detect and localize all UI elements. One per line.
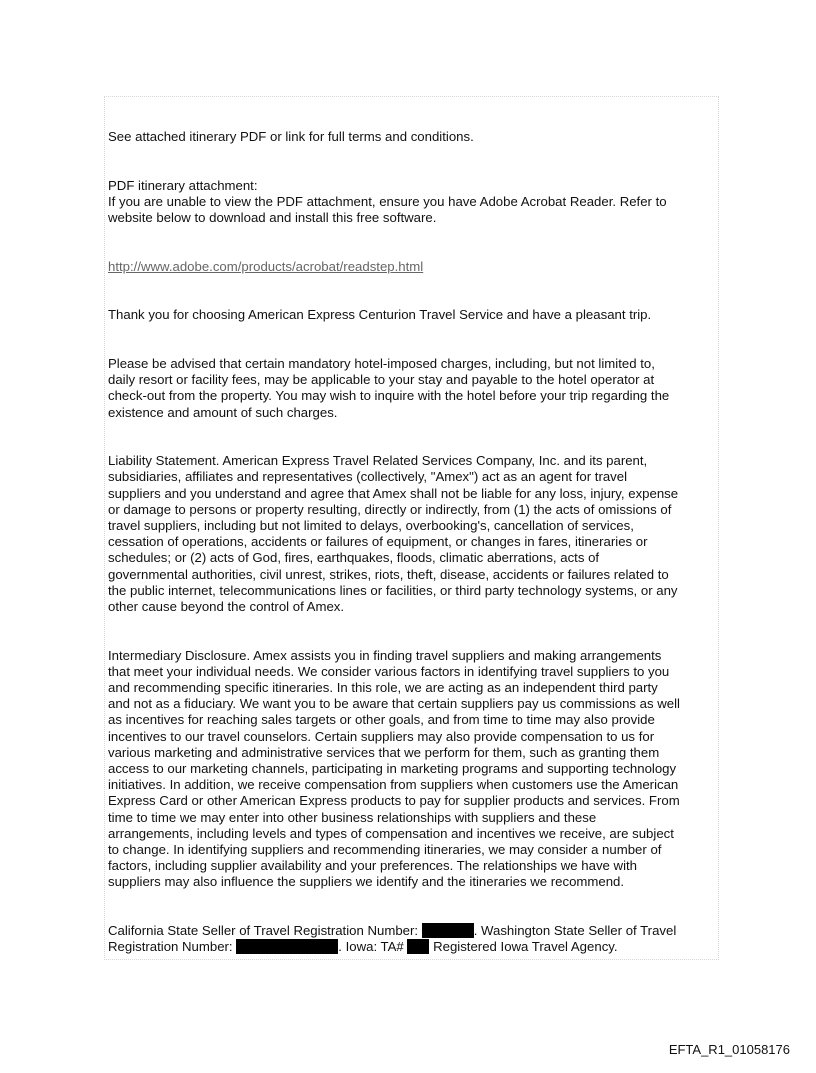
link-paragraph [108, 259, 720, 275]
redaction-box [422, 923, 474, 938]
intro-paragraph: See attached itinerary PDF or link for full terms and conditions. [108, 129, 474, 145]
pdf-instructions: If you are unable to view the PDF attachment, ensure you have Adobe Acrobat Reader. Refer to website below to download and install this free software. [108, 194, 667, 226]
registration-text-1: California State Seller of Travel Registration Number: [108, 923, 422, 939]
document-frame [104, 96, 719, 960]
thank-you-paragraph: Thank you for choosing American Express Centurion Travel Service and have a pleasant trip. [108, 307, 652, 323]
pdf-section [108, 178, 720, 227]
registration-text-4: Registered Iowa Travel Agency. [429, 939, 618, 955]
registration-text-3: . Iowa: TA# [338, 939, 408, 955]
adobe-reader-link[interactable]: http://www.adobe.com/products/acrobat/readstep.html [108, 258, 424, 274]
intermediary-paragraph: Intermediary Disclosure. Amex assists you in finding travel suppliers and making arrangements that meet your individual needs. We consider various factors in identifying travel suppliers to you and recommending specific itineraries. In this role, we are acting as an independent third party and not as a fiduciary. We want you to be aware that certain suppliers pay us commissions as well as incentives for reaching sales targets or other goals, and from time to time may also provide incentives to our travel counselors. Certain suppliers may also provide compensation to us for various marketing and administrative services that we perform for them, such as granting them access to our marketing channels, participating in marketing programs and supporting technology initiatives. In addition, we receive compensation from suppliers when customers use the American Express Card or other American Express products to pay for supplier products and services. From time to time we may enter into other business relationships with suppliers and these arrangements, including levels and types of compensation and incentives we receive, are subject to change. In identifying suppliers and recommending itineraries, we may consider a number of factors, including supplier availability and your preferences. The relationships we have with suppliers may also influence the suppliers we identify and the itineraries we recommend. [108, 647, 680, 890]
redaction-box [236, 939, 338, 954]
pdf-heading: PDF itinerary attachment: [108, 177, 258, 193]
document-id-label: EFTA_R1_01058176 [668, 1042, 790, 1057]
redaction-box [407, 939, 429, 954]
liability-paragraph: Liability Statement. American Express Travel Related Services Company, Inc. and its parent, subsidiaries, affiliates and representatives (collectively, "Amex") act as an agent for travel suppliers and you understand and agree that Amex shall not be liable for any loss, injury, expense or damage to persons or property resulting, directly or indirectly, from (1) the acts of omissions of travel suppliers, including but not limited to delays, overbooking's, cancellation of services, cessation of operations, accidents or failures of equipment, or changes in fares, itineraries or schedules; or (2) acts of God, fires, earthquakes, floods, climatic aberrations, acts of governmental authorities, civil unrest, strikes, riots, theft, disease, accidents or failures related to the public internet, telecommunications lines or facilities, or third party technology systems, or any other cause beyond the control of Amex. [108, 453, 679, 615]
registration-paragraph [108, 923, 720, 955]
document-body [108, 113, 720, 988]
hotel-charges-paragraph: Please be advised that certain mandatory hotel-imposed charges, including, but not limited to, daily resort or facility fees, may be applicable to your stay and payable to the hotel operator at check-out from the property. You may wish to inquire with the hotel before your trip regarding the existence and amount of such charges. [108, 355, 670, 420]
registration-text-2: . Washington State Seller of Travel Registration Number: [108, 923, 677, 955]
